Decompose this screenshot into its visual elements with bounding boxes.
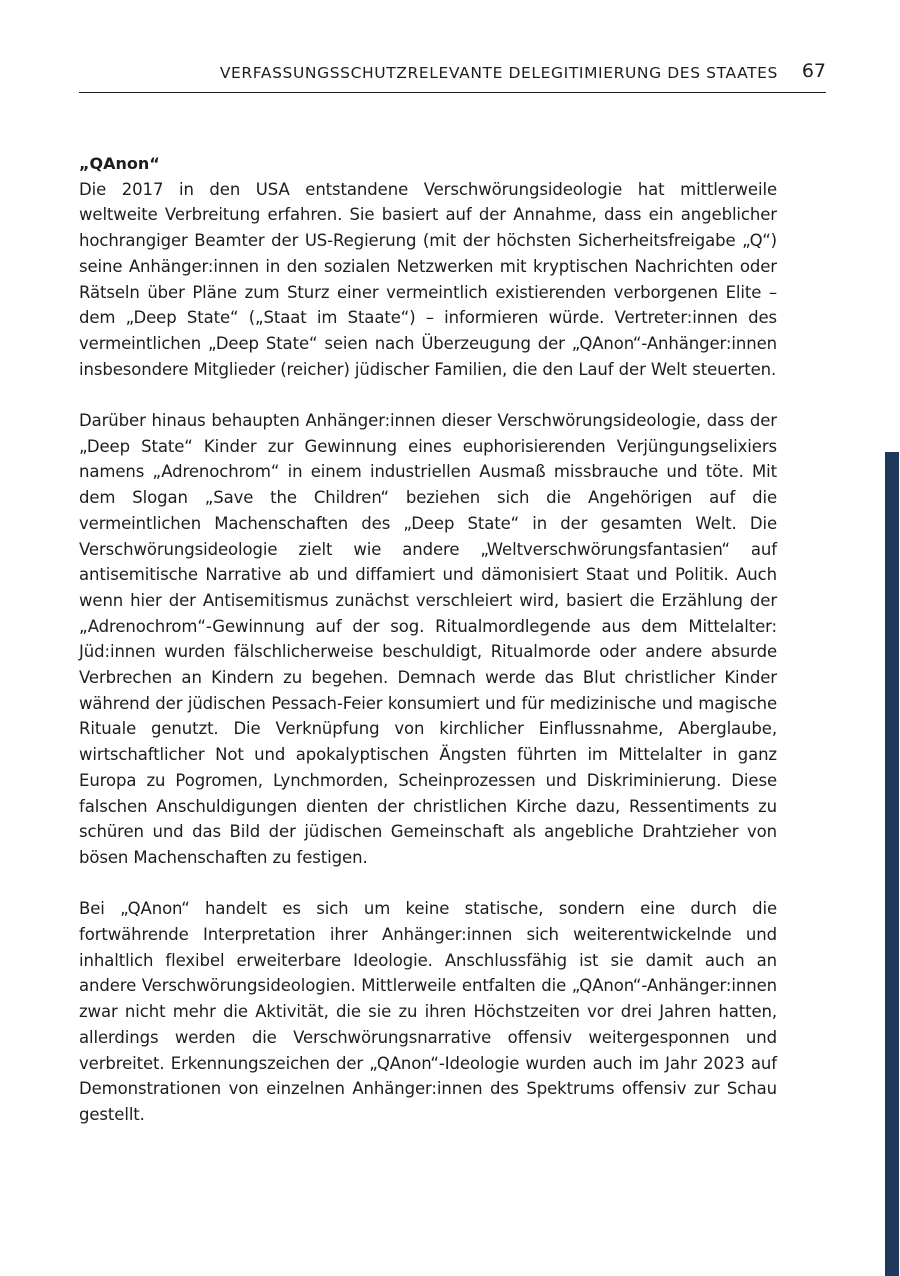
paragraph-2: Darüber hinaus behaupten Anhänger:innen dieser Verschwörungsideologie, dass der „Deep State“ Kinder zur Gewinnung eines euphorisierenden Verjüngungselixiers namens „Adrenochrom“ in einem industriellen Ausmaß missbrauche und töte. Mit dem Slogan „Save the Children“ beziehen sich die Angehörigen auf die vermeintlichen Machenschaften des „Deep State“ in der gesamten Welt. Die Verschwörungsideologie zielt wie andere „Weltverschwörungsfantasien“ auf antisemitische Narrative ab und diffamiert und dämonisiert Staat und Politik. Auch wenn hier der Antisemitismus zunächst verschleiert wird, basiert die Erzählung der „Adrenochrom“-Gewinnung auf der sog. Ritualmordlegende aus dem Mittelalter: Jüd:innen wurden fälschlicherweise beschuldigt, Ritualmorde oder andere absurde Verbrechen an Kindern zu begehen. Demnach werde das Blut christlicher Kinder während der jüdischen Pessach-Feier konsumiert und für medizinische und magische Rituale genutzt. Die Verknüpfung von kirchlicher Einflussnahme, Aberglaube, wirtschaftlicher Not und apokalyptischen Ängsten führten im Mittelalter in ganz Europa zu Pogromen, Lynchmorden, Scheinprozessen und Diskriminierung. Diese falschen Anschuldigungen dienten der christlichen Kirche dazu, Ressentiments zu schüren und das Bild der jüdischen Gemeinschaft als angebliche Drahtzieher von bösen Machenschaften zu festigen. — [79, 411, 777, 867]
section-heading: „QAnon“ — [79, 154, 160, 173]
paragraph-1: Die 2017 in den USA entstandene Verschwörungsideologie hat mittlerweile weltweite Verbreitung erfahren. Sie basiert auf der Annahme, dass ein angeblicher hochrangiger Beamter der US-Regierung (mit der höchsten Sicherheitsfreigabe „Q“) seine Anhänger:innen in den sozialen Netzwerken mit kryptischen Nachrichten oder Rätseln über Pläne zum Sturz einer vermeintlich existierenden verborgenen Elite – dem „Deep State“ („Staat im Staate“) – informieren würde. Vertreter:innen des vermeintlichen „Deep State“ seien nach Überzeugung der „QAnon“-Anhänger:innen insbesondere Mitglieder (reicher) jüdischer Familien, die den Lauf der Welt steuerten. — [79, 179, 777, 379]
paragraph-3: Bei „QAnon“ handelt es sich um keine statische, sondern eine durch die fortwährende Interpretation ihrer Anhänger:innen sich weiterentwickelnde und inhaltlich flexibel erweiterbare Ideologie. Anschlussfähig ist sie damit auch an andere Verschwörungsideologien. Mittlerweile entfalten die „QAnon“-Anhänger:innen zwar nicht mehr die Aktivität, die sie zu ihren Höchstzeiten vor drei Jahren hatten, allerdings werden die Verschwörungsnarrative offensiv weitergesponnen und verbreitet. Erkennungszeichen der „QAnon“-Ideologie wurden auch im Jahr 2023 auf Demonstrationen von einzelnen Anhänger:innen des Spektrums offensiv zur Schau gestellt. — [79, 899, 777, 1124]
page-number: 67 — [801, 60, 826, 82]
running-header — [79, 60, 826, 93]
running-title: VERFASSUNGSSCHUTZRELEVANTE DELEGITIMIERUNG DES STAATES — [219, 64, 778, 82]
main-content — [79, 151, 777, 1153]
chapter-edge-marker — [885, 452, 899, 1276]
